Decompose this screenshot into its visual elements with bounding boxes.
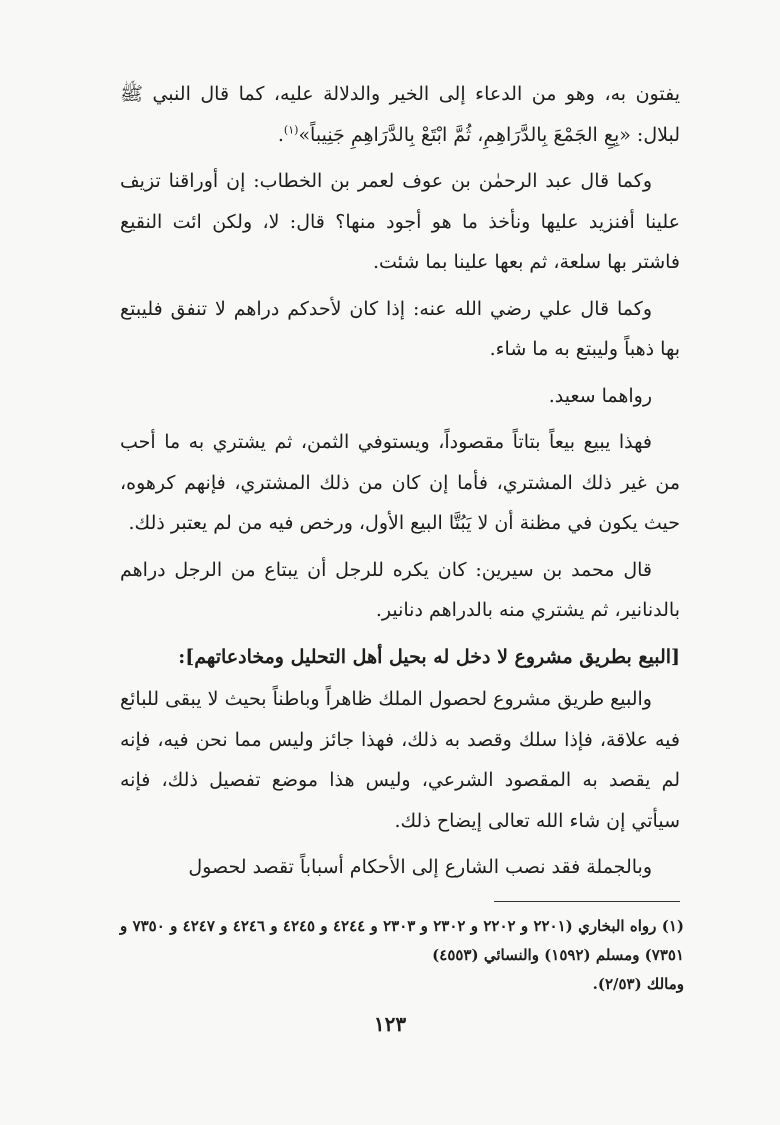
footnote-divider xyxy=(494,901,680,902)
paragraph-3: وكما قال علي رضي الله عنه: إذا كان لأحدكم دراهم لا تنفق فليبتع بها ذهباً وليبتع به ما شاء. xyxy=(120,297,680,360)
paragraph-1-end: . xyxy=(277,123,284,146)
paragraph-7: والبيع طريق مشروع لحصول الملك ظاهراً وباطناً بحيث لا يبقى للبائع فيه علاقة، فإذا سلك وقصد به ذلك، فهذا جائز وليس مما نحن فيه، فإنه لم يقصد به المقصود الشرعي، وليس هذا موضع تفصيل ذلك، فإنه سيأتي إن شاء الله تعالى إيضاح ذلك. xyxy=(120,688,681,832)
paragraph-1-text: يفتون به، وهو من الدعاء إلى الخير والدلالة عليه، كما قال النبي ﷺ لبلال: xyxy=(120,83,680,146)
paragraph-4: رواهما سعيد. xyxy=(548,384,652,407)
paragraph-2: وكما قال عبد الرحمٰن بن عوف لعمر بن الخطاب: إن أوراقنا تزيف علينا أفنزيد عليها ونأخذ ما هو أجود منها؟ قال: لا، ولكن ائت النقيع فاشتر بها سلعة، ثم بعها علينا بما شئت. xyxy=(120,170,680,273)
paragraph-8: وبالجملة فقد نصب الشارع إلى الأحكام أسباباً تقصد لحصول xyxy=(188,856,652,878)
hadith-quote: «بِعِ الجَمْعَ بِالدَّرَاهِمِ، ثُمَّ ابْتَعْ بِالدَّرَاهِمِ جَنِيباً» xyxy=(298,123,631,146)
footnote xyxy=(120,912,684,999)
main-text xyxy=(120,74,680,894)
paragraph-1 xyxy=(120,74,680,155)
page-number: ١٢٣ xyxy=(373,1012,407,1036)
footnote-line-2: ومالك (٢/٥٣). xyxy=(592,975,684,993)
footnote-line-1: (١) رواه البخاري (٢٢٠١ و ٢٢٠٢ و ٢٣٠٢ و ٢٣٠٣ و ٤٢٤٤ و ٤٢٤٥ و ٤٢٤٦ و ٤٢٤٧ و ٧٣٥٠ و ٧٣٥١) ومسلم (١٥٩٢) والنسائي (٤٥٥٣) xyxy=(120,917,684,964)
paragraph-6: قال محمد بن سيرين: كان يكره للرجل أن يبتاع من الرجل دراهم بالدنانير، ثم يشتري منه بالدراهم دنانير. xyxy=(120,558,680,621)
footnote-marker[interactable]: (١) xyxy=(283,123,299,137)
section-heading: [البيع بطريق مشروع لا دخل له بحيل أهل التحليل ومخادعاتهم]: xyxy=(178,645,680,668)
paragraph-5: فهذا يبيع بيعاً بتاتاً مقصوداً، ويستوفي الثمن، ثم يشتري به ما أحب من غير ذلك المشتري، فأما إن كان من ذلك المشتري، فإنهم كرهوه، حيث يكون في مظنة أن لا يَبُتَّا البيع الأول، ورخص فيه من لم يعتبر ذلك. xyxy=(120,431,680,534)
